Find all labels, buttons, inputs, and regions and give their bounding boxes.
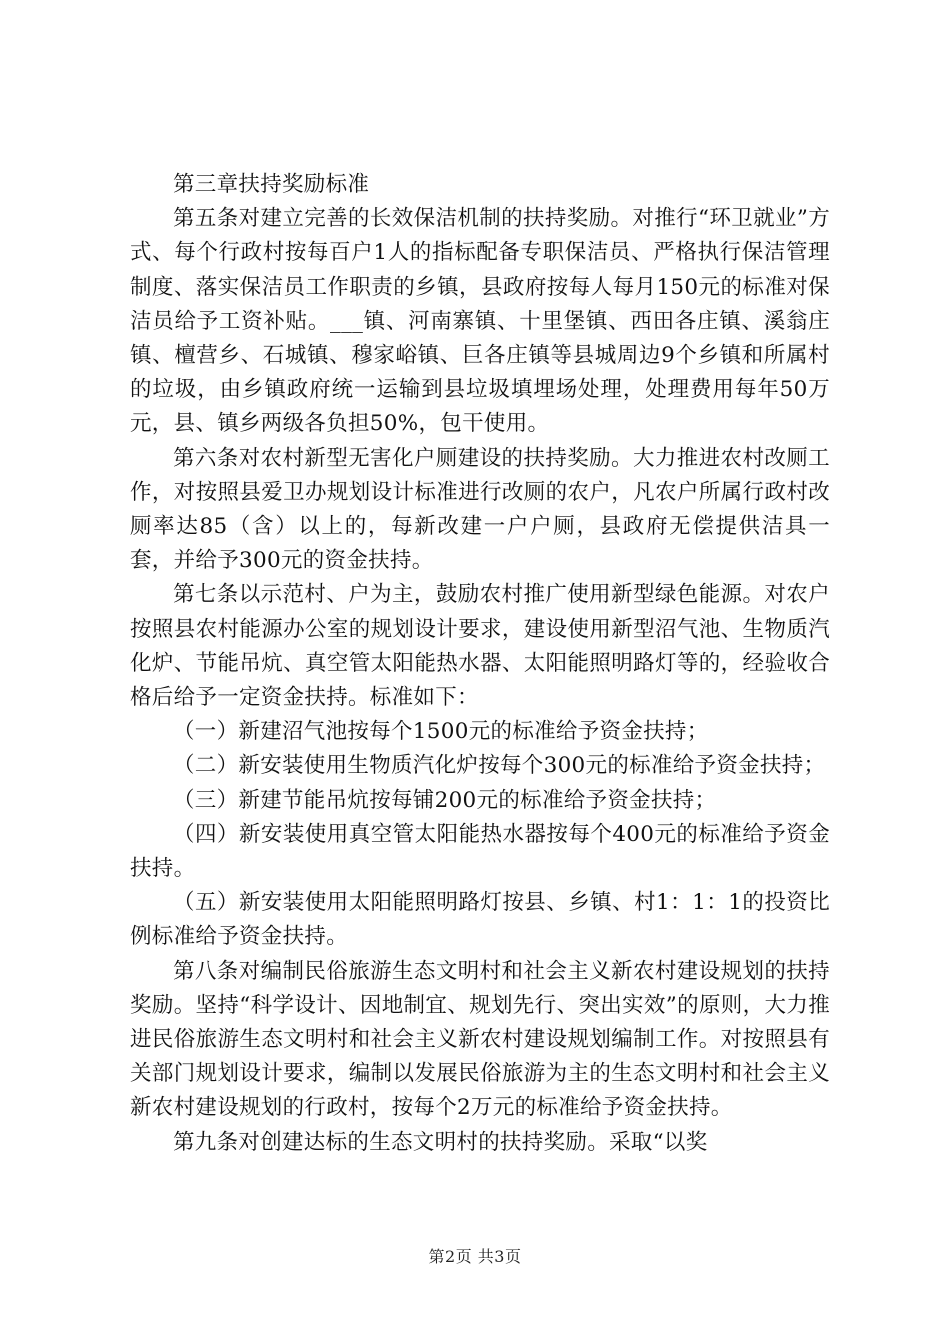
article-8-paragraph: 第八条对编制民俗旅游生态文明村和社会主义新农村建设规划的扶持奖励。坚持“科学设计、因地制宜、规划先行、突出实效”的原则，大力推进民俗旅游生态文明村和社会主义新农村建设规划编制工作。对按照县有关部门规划设计要求，编制以发展民俗旅游为主的生态文明村和社会主义新农村建设规划的行政村，按每个2万元的标准给予资金扶持。 [130,958,830,1121]
article-7-item-1: （一）新建沼气池按每个1500元的标准给予资金扶持； [173,719,709,745]
article-7-item-4: （四）新安装使用真空管太阳能热水器按每个400元的标准给予资金扶持。 [130,821,830,882]
article-6-paragraph: 第六条对农村新型无害化户厕建设的扶持奖励。大力推进农村改厕工作，对按照县爱卫办规划设计标准进行改厕的农户，凡农户所属行政村改厕率达85（含）以上的，每新改建一户户厕，县政府无偿提供洁具一套，并给予300元的资金扶持。 [130,445,830,574]
article-7-item-3: （三）新建节能吊炕按每铺200元的标准给予资金扶持； [173,787,717,813]
article-7-item-5: （五）新安装使用太阳能照明路灯按县、乡镇、村1：1：1的投资比例标准给予资金扶持。 [130,890,830,950]
article-5-paragraph: 第五条对建立完善的长效保洁机制的扶持奖励。对推行“环卫就业”方式、每个行政村按每百户1人的指标配备专职保洁员、严格执行保洁管理制度、落实保洁员工作职责的乡镇，县政府按每人每月150元的标准对保洁员给予工资补贴。___镇、河南寨镇、十里堡镇、西田各庄镇、溪翁庄镇、檀营乡、石城镇、穆家峪镇、巨各庄镇等县城周边9个乡镇和所属村的垃圾，由乡镇政府统一运输到县垃圾填埋场处理，处理费用每年50万元，县、镇乡两级各负担50%，包干使用。 [130,206,830,437]
page-footer: 第2页 共3页 [428,1247,522,1266]
document-body [130,168,830,1160]
article-7-paragraph: 第七条以示范村、户为主，鼓励农村推广使用新型绿色能源。对农户按照县农村能源办公室的规划设计要求，建设使用新型沼气池、生物质汽化炉、节能吊炕、真空管太阳能热水器、太阳能照明路灯等的，经验收合格后给予一定资金扶持。标准如下： [130,582,830,711]
chapter-heading: 第三章扶持奖励标准 [173,172,370,197]
article-7-item-2: （二）新安装使用生物质汽化炉按每个300元的标准给予资金扶持； [173,753,826,779]
article-9-paragraph: 第九条对创建达标的生态文明村的扶持奖励。采取“以奖 [173,1129,708,1155]
